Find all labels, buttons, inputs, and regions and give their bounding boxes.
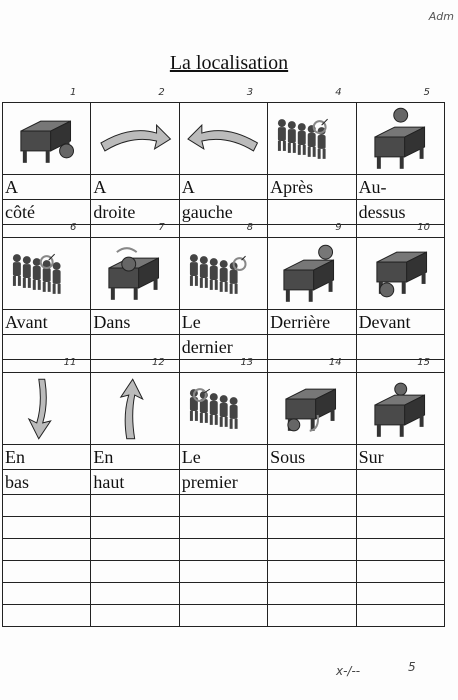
picture-cell [268, 222, 356, 310]
empty-cell [356, 517, 444, 539]
empty-cell [356, 360, 444, 373]
item-number: 15 [417, 357, 430, 368]
label-cell: En [91, 445, 179, 470]
picture-cell [356, 222, 444, 310]
empty-cell [3, 583, 91, 605]
item-number: 7 [158, 222, 165, 233]
label-cell [268, 470, 356, 495]
empty-cell [268, 517, 356, 539]
picture-row [3, 103, 445, 175]
empty-cell [268, 495, 356, 517]
label-cell: haut [91, 470, 179, 495]
label-row [3, 310, 445, 335]
label-cell [356, 470, 444, 495]
item-number: 6 [70, 222, 77, 233]
arrow-left-icon [180, 103, 267, 174]
label-cell: droite [91, 200, 179, 225]
empty-cell [179, 225, 267, 238]
empty-cell [3, 360, 91, 373]
label-cell [268, 200, 356, 225]
label-cell [356, 335, 444, 360]
queue-after-icon [268, 103, 355, 174]
empty-cell [91, 517, 179, 539]
item-number: 12 [152, 357, 165, 368]
label-cell: En [3, 445, 91, 470]
queue-before-icon [3, 238, 90, 309]
item-number: 9 [335, 222, 342, 233]
empty-cell [91, 495, 179, 517]
empty-row [3, 561, 445, 583]
label-row [3, 470, 445, 495]
item-number: 14 [328, 357, 342, 368]
empty-cell [268, 561, 356, 583]
picture-cell [91, 222, 179, 310]
label-cell: Le [179, 310, 267, 335]
corner-note: Adm [428, 10, 454, 23]
empty-cell [356, 539, 444, 561]
empty-cell [356, 561, 444, 583]
item-number: 8 [246, 222, 254, 233]
label-cell [3, 335, 91, 360]
picture-row [3, 373, 445, 445]
label-cell: Derrière [268, 310, 356, 335]
spacer-row [3, 225, 445, 238]
picture-cell [268, 357, 356, 445]
empty-cell [356, 495, 444, 517]
label-row [3, 200, 445, 225]
empty-cell [91, 225, 179, 238]
empty-row [3, 583, 445, 605]
label-cell: bas [3, 470, 91, 495]
ball-above-table-icon [357, 103, 444, 174]
arrow-down-icon [3, 373, 90, 444]
item-number: 4 [335, 87, 342, 98]
label-cell: Sur [356, 445, 444, 470]
empty-cell [3, 605, 91, 627]
item-number: 13 [240, 357, 254, 368]
empty-cell [356, 605, 444, 627]
empty-row [3, 495, 445, 517]
picture-cell [91, 357, 179, 445]
empty-cell [179, 583, 267, 605]
label-row [3, 175, 445, 200]
item-number: 2 [158, 87, 165, 98]
empty-cell [179, 517, 267, 539]
arrow-right-icon [91, 103, 178, 174]
empty-cell [356, 583, 444, 605]
label-cell: A [179, 175, 267, 200]
item-number: 10 [417, 222, 430, 233]
ball-under-table-icon [268, 373, 355, 444]
label-cell: Au- [356, 175, 444, 200]
label-cell: A [3, 175, 91, 200]
empty-cell [3, 495, 91, 517]
picture-cell [3, 357, 91, 445]
picture-cell [3, 87, 91, 175]
page-title: La localisation [169, 52, 289, 74]
empty-cell [3, 539, 91, 561]
ball-in-table-icon [91, 238, 178, 309]
label-cell: gauche [179, 200, 267, 225]
empty-cell [179, 539, 267, 561]
picture-row [3, 238, 445, 310]
picture-cell [91, 87, 179, 175]
empty-cell [268, 605, 356, 627]
picture-cell [179, 222, 267, 310]
item-number: 5 [423, 87, 430, 98]
item-number: 11 [63, 357, 77, 368]
label-cell: Le [179, 445, 267, 470]
empty-row [3, 539, 445, 561]
empty-cell [179, 360, 267, 373]
empty-cell [3, 561, 91, 583]
picture-cell [3, 222, 91, 310]
picture-cell [356, 87, 444, 175]
label-cell: Dans [91, 310, 179, 335]
empty-cell [3, 225, 91, 238]
queue-last-icon [180, 238, 267, 309]
label-cell: dessus [356, 200, 444, 225]
label-cell [268, 335, 356, 360]
label-row [3, 335, 445, 360]
footer-mark-2: 5 [408, 660, 416, 674]
label-cell: A [91, 175, 179, 200]
empty-cell [91, 605, 179, 627]
label-cell: Sous [268, 445, 356, 470]
footer-mark-1: x-/-- [336, 664, 361, 678]
ball-in-front-table-icon [357, 238, 444, 309]
ball-on-table-icon [357, 373, 444, 444]
item-number: 3 [246, 87, 254, 98]
empty-cell [91, 583, 179, 605]
label-cell: Après [268, 175, 356, 200]
picture-cell [179, 87, 267, 175]
empty-cell [179, 495, 267, 517]
label-cell: Devant [356, 310, 444, 335]
empty-cell [91, 360, 179, 373]
empty-cell [268, 539, 356, 561]
label-cell: Avant [3, 310, 91, 335]
empty-row [3, 605, 445, 627]
empty-cell [268, 360, 356, 373]
picture-cell [268, 87, 356, 175]
empty-cell [179, 605, 267, 627]
empty-cell [268, 225, 356, 238]
empty-cell [3, 517, 91, 539]
table-ball-beside-icon [3, 103, 90, 174]
picture-cell [356, 357, 444, 445]
item-number: 1 [70, 87, 77, 98]
empty-cell [268, 583, 356, 605]
empty-cell [91, 539, 179, 561]
queue-first-icon [180, 373, 267, 444]
label-cell [91, 335, 179, 360]
label-cell: premier [179, 470, 267, 495]
empty-cell [91, 561, 179, 583]
picture-cell [179, 357, 267, 445]
empty-row [3, 517, 445, 539]
label-row [3, 445, 445, 470]
arrow-up-icon [91, 373, 178, 444]
label-cell: côté [3, 200, 91, 225]
label-cell: dernier [179, 335, 267, 360]
vocabulary-grid [2, 87, 445, 627]
ball-behind-table-icon [268, 238, 355, 309]
empty-cell [356, 225, 444, 238]
empty-cell [179, 561, 267, 583]
